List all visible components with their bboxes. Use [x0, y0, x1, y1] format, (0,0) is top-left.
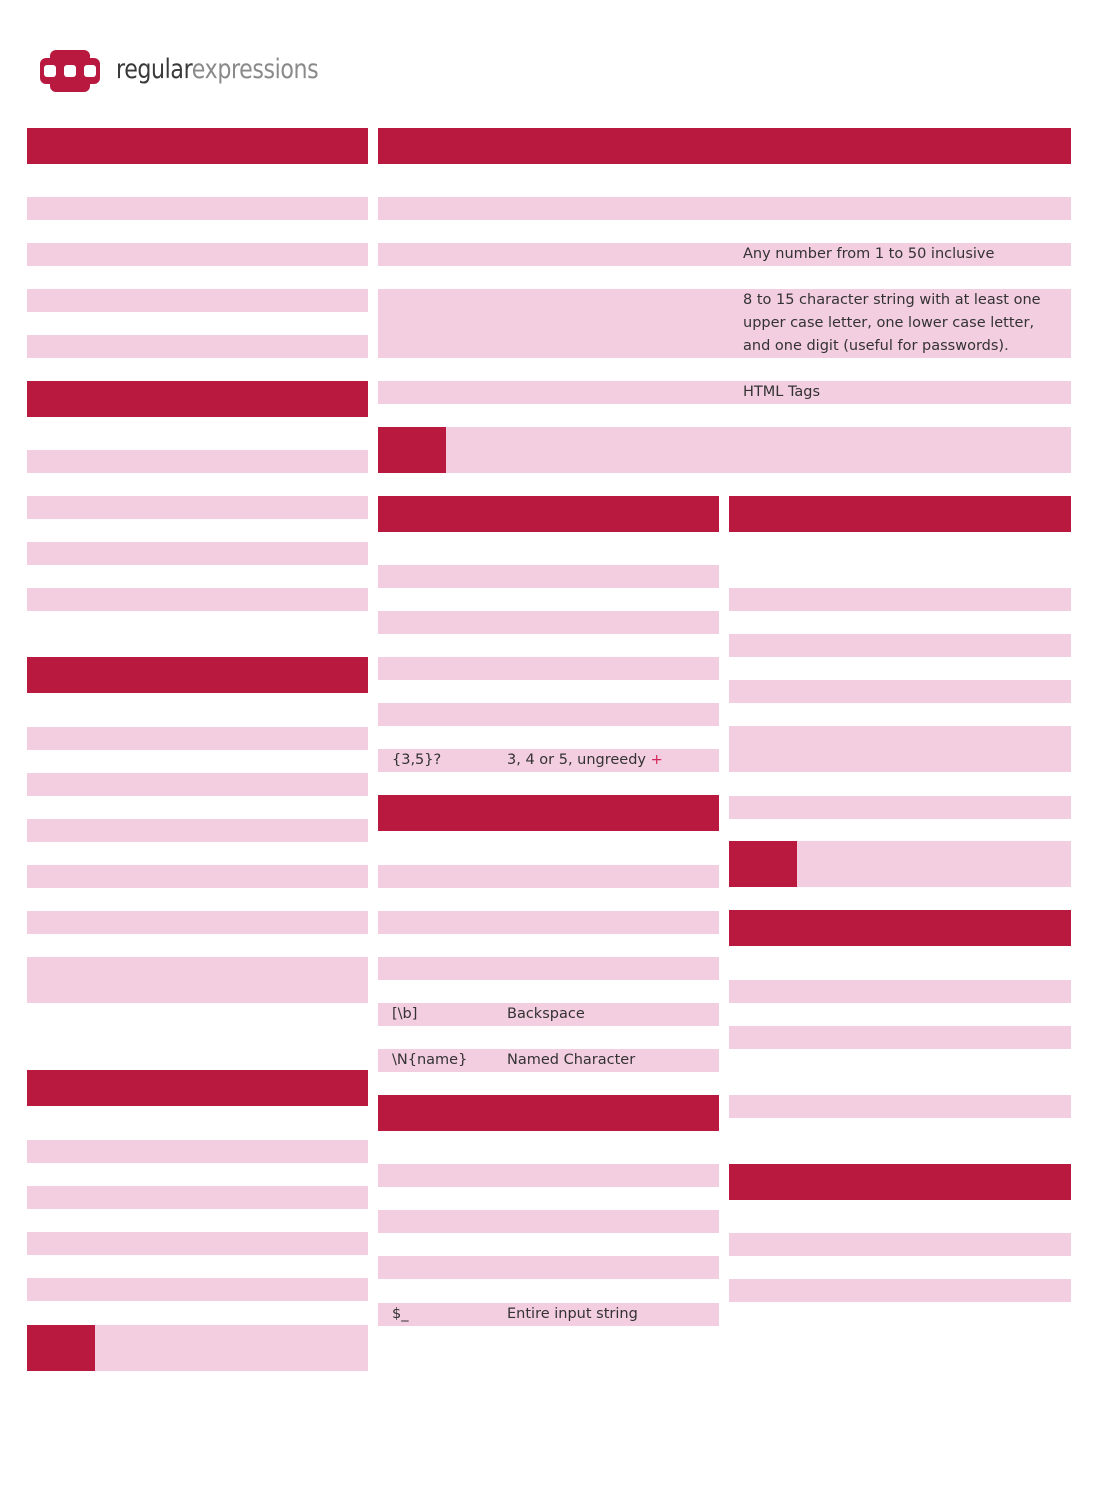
table-row	[27, 727, 368, 750]
table-row	[27, 197, 368, 220]
table-row	[729, 1233, 1071, 1256]
special-token: \N{name}	[392, 1052, 468, 1068]
table-row	[27, 865, 368, 888]
table-row	[729, 1095, 1071, 1118]
table-row	[729, 588, 1071, 611]
section-header	[378, 128, 1071, 164]
table-row	[378, 243, 1071, 266]
table-row	[378, 957, 719, 980]
table-row	[378, 197, 1071, 220]
note-label	[729, 841, 797, 887]
section-header	[729, 1164, 1071, 1200]
table-row	[27, 773, 368, 796]
section-header	[27, 657, 368, 693]
table-row	[27, 1278, 368, 1301]
table-row	[27, 335, 368, 358]
table-row	[27, 243, 368, 266]
substitution-token: $_	[392, 1306, 409, 1322]
section-header	[378, 795, 719, 831]
logo-word-regular: regular	[116, 54, 192, 85]
table-row	[729, 1026, 1071, 1049]
plus-marker: +	[650, 752, 663, 768]
note-label	[27, 1325, 95, 1371]
table-row	[27, 819, 368, 842]
table-row	[729, 634, 1071, 657]
section-header	[27, 1070, 368, 1106]
table-row	[378, 289, 1071, 358]
table-row	[729, 980, 1071, 1003]
table-row	[27, 450, 368, 473]
quantifier-description-text: 3, 4 or 5, ungreedy	[507, 752, 647, 768]
section-header	[27, 128, 368, 164]
example-description: HTML Tags	[743, 384, 821, 400]
special-token: [\b]	[392, 1006, 418, 1022]
table-row	[378, 1303, 719, 1326]
table-row	[378, 865, 719, 888]
table-row	[378, 703, 719, 726]
table-row	[729, 796, 1071, 819]
logo-wordmark	[116, 54, 318, 85]
table-row	[378, 749, 719, 772]
table-row	[378, 1210, 719, 1233]
substitution-description: Entire input string	[507, 1306, 638, 1322]
table-row	[729, 726, 1071, 772]
table-row	[378, 1003, 719, 1026]
table-row	[378, 565, 719, 588]
note-label	[378, 427, 446, 473]
section-header	[729, 910, 1071, 946]
table-row	[378, 911, 719, 934]
table-row	[27, 289, 368, 312]
note-box	[378, 427, 1071, 473]
table-row	[27, 1232, 368, 1255]
table-row	[27, 496, 368, 519]
table-row	[27, 542, 368, 565]
table-row	[27, 1140, 368, 1163]
table-row	[27, 957, 368, 1003]
section-header	[729, 496, 1071, 532]
table-row	[378, 611, 719, 634]
table-row	[378, 1164, 719, 1187]
table-row	[378, 381, 1071, 404]
table-row	[27, 911, 368, 934]
section-header	[378, 1095, 719, 1131]
logo-icon	[40, 50, 100, 92]
quantifier-token: {3,5}?	[392, 752, 442, 768]
section-header	[27, 381, 368, 417]
table-row	[27, 1186, 368, 1209]
special-description: Backspace	[507, 1006, 585, 1022]
special-description: Named Character	[507, 1052, 636, 1068]
example-description: Any number from 1 to 50 inclusive	[743, 246, 995, 262]
table-row	[378, 657, 719, 680]
example-description: 8 to 15 character string with at least one upper case letter, one lower case letter, and one digit (useful for passwords).	[743, 292, 1041, 354]
table-row	[378, 1049, 719, 1072]
logo-word-expressions: expressions	[191, 54, 319, 85]
table-row	[729, 680, 1071, 703]
table-row	[729, 1279, 1071, 1302]
section-header	[378, 496, 719, 532]
table-row	[27, 588, 368, 611]
quantifier-description	[507, 749, 663, 772]
table-row	[378, 1256, 719, 1279]
